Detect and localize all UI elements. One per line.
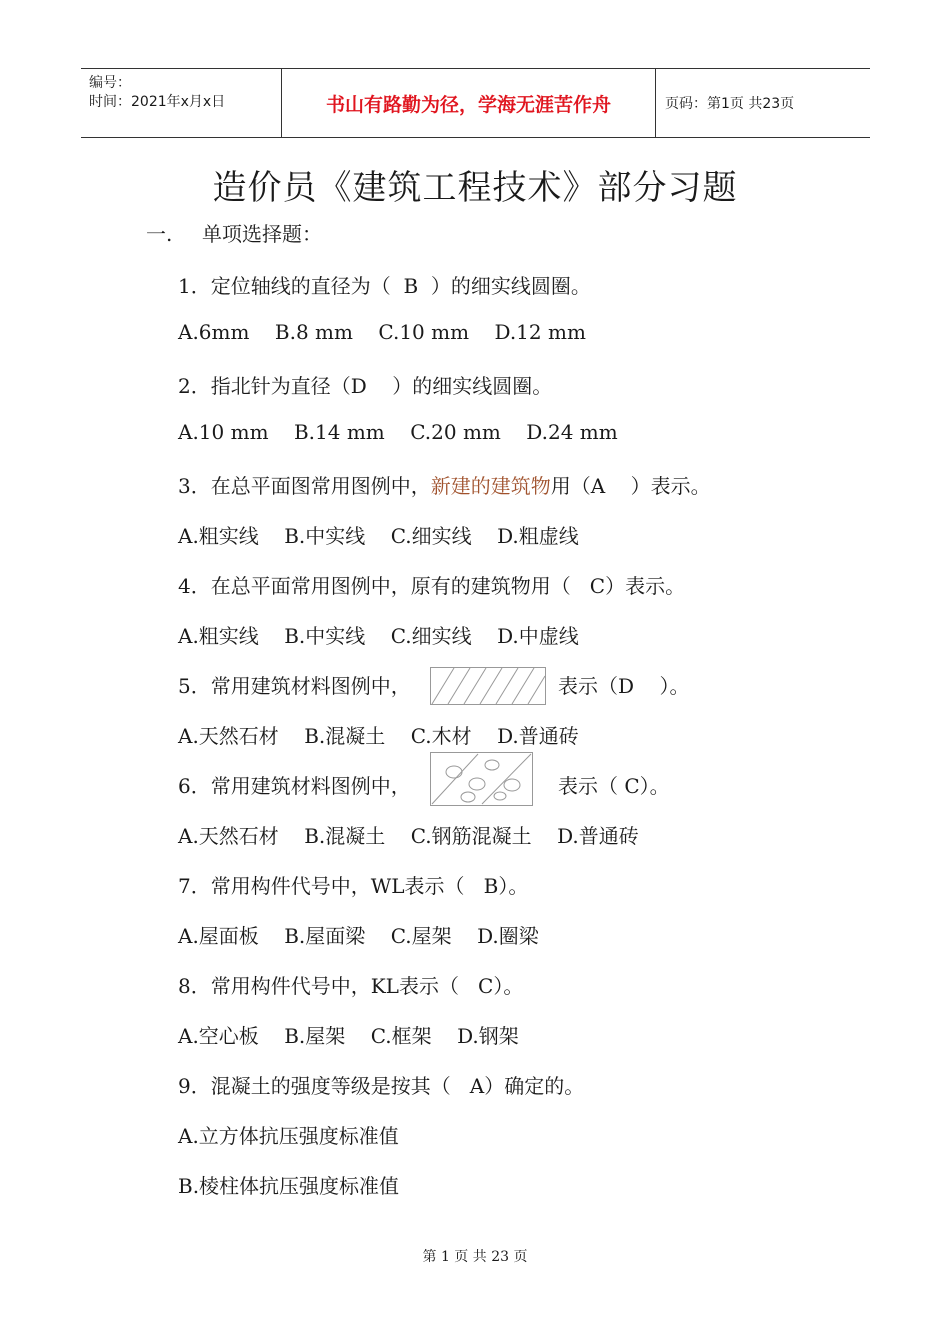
question-1: 1．定位轴线的直径为（ B ）的细实线圆圈。: [178, 274, 591, 298]
serial-label: 编号：: [89, 75, 131, 91]
motto: 书山有路勤为径，学海无涯苦作舟: [325, 93, 611, 116]
question-4-options: A.粗实线 B.中实线 C.细实线 D.中虚线: [178, 624, 579, 648]
question-6-options: A.天然石材 B.混凝土 C.钢筋混凝土 D.普通砖: [178, 824, 639, 848]
header-meta: [81, 69, 281, 137]
page-footer: 第 1 页 共 23 页: [422, 1249, 528, 1265]
question-3-highlight: 新建的建筑物: [430, 474, 551, 498]
question-6-text-a: 6．常用建筑材料图例中，: [178, 774, 411, 798]
header-page-info-cell: [655, 69, 870, 137]
question-3-text-a: 3．在总平面图常用图例中，: [178, 474, 431, 498]
question-5-text-b: 表示（D ）。: [558, 674, 690, 698]
question-5-text-a: 5．常用建筑材料图例中，: [178, 674, 411, 698]
question-5: [178, 670, 411, 699]
question-5-options: A.天然石材 B.混凝土 C.木材 D.普通砖: [178, 724, 579, 748]
question-4: 4．在总平面常用图例中，原有的建筑物用（ C）表示。: [178, 574, 686, 598]
question-6: [178, 770, 411, 799]
hatch-legend-icon: [430, 667, 546, 705]
reinforced-concrete-legend-icon: [430, 752, 533, 806]
question-7-options: A.屋面板 B.屋面梁 C.屋架 D.圈梁: [178, 924, 539, 948]
question-3-options: A.粗实线 B.中实线 C.细实线 D.粗虚线: [178, 524, 579, 548]
question-2-options: A.10 mm B.14 mm C.20 mm D.24 mm: [178, 420, 618, 444]
date-label: 时间：2021年x月x日: [89, 94, 226, 110]
section-label: 单项选择题：: [202, 222, 322, 246]
question-9-option-a: A.立方体抗压强度标准值: [178, 1124, 399, 1148]
header-motto-cell: [281, 69, 656, 137]
question-8-options: A.空心板 B.屋架 C.框架 D.钢架: [178, 1024, 519, 1048]
question-6-text-b: 表示（ C）。: [558, 774, 670, 798]
section-heading: [146, 218, 322, 247]
question-2: 2．指北针为直径（D ）的细实线圆圈。: [178, 374, 553, 398]
question-9: 9．混凝土的强度等级是按其（ A）确定的。: [178, 1074, 585, 1098]
question-8: 8．常用构件代号中，KL表示（ C）。: [178, 974, 524, 998]
page-info: 页码：第1页 共23页: [665, 96, 795, 112]
question-9-option-b: B.棱柱体抗压强度标准值: [178, 1174, 400, 1198]
question-3-text-b: 用（A ）表示。: [550, 474, 711, 498]
section-number: 一.: [146, 222, 173, 246]
question-3: [178, 470, 711, 499]
question-7: 7．常用构件代号中，WL表示（ B）。: [178, 874, 529, 898]
page-header: [81, 68, 870, 138]
document-title: 造价员《建筑工程技术》部分习题: [212, 168, 738, 208]
question-1-options: A.6mm B.8 mm C.10 mm D.12 mm: [178, 320, 586, 344]
